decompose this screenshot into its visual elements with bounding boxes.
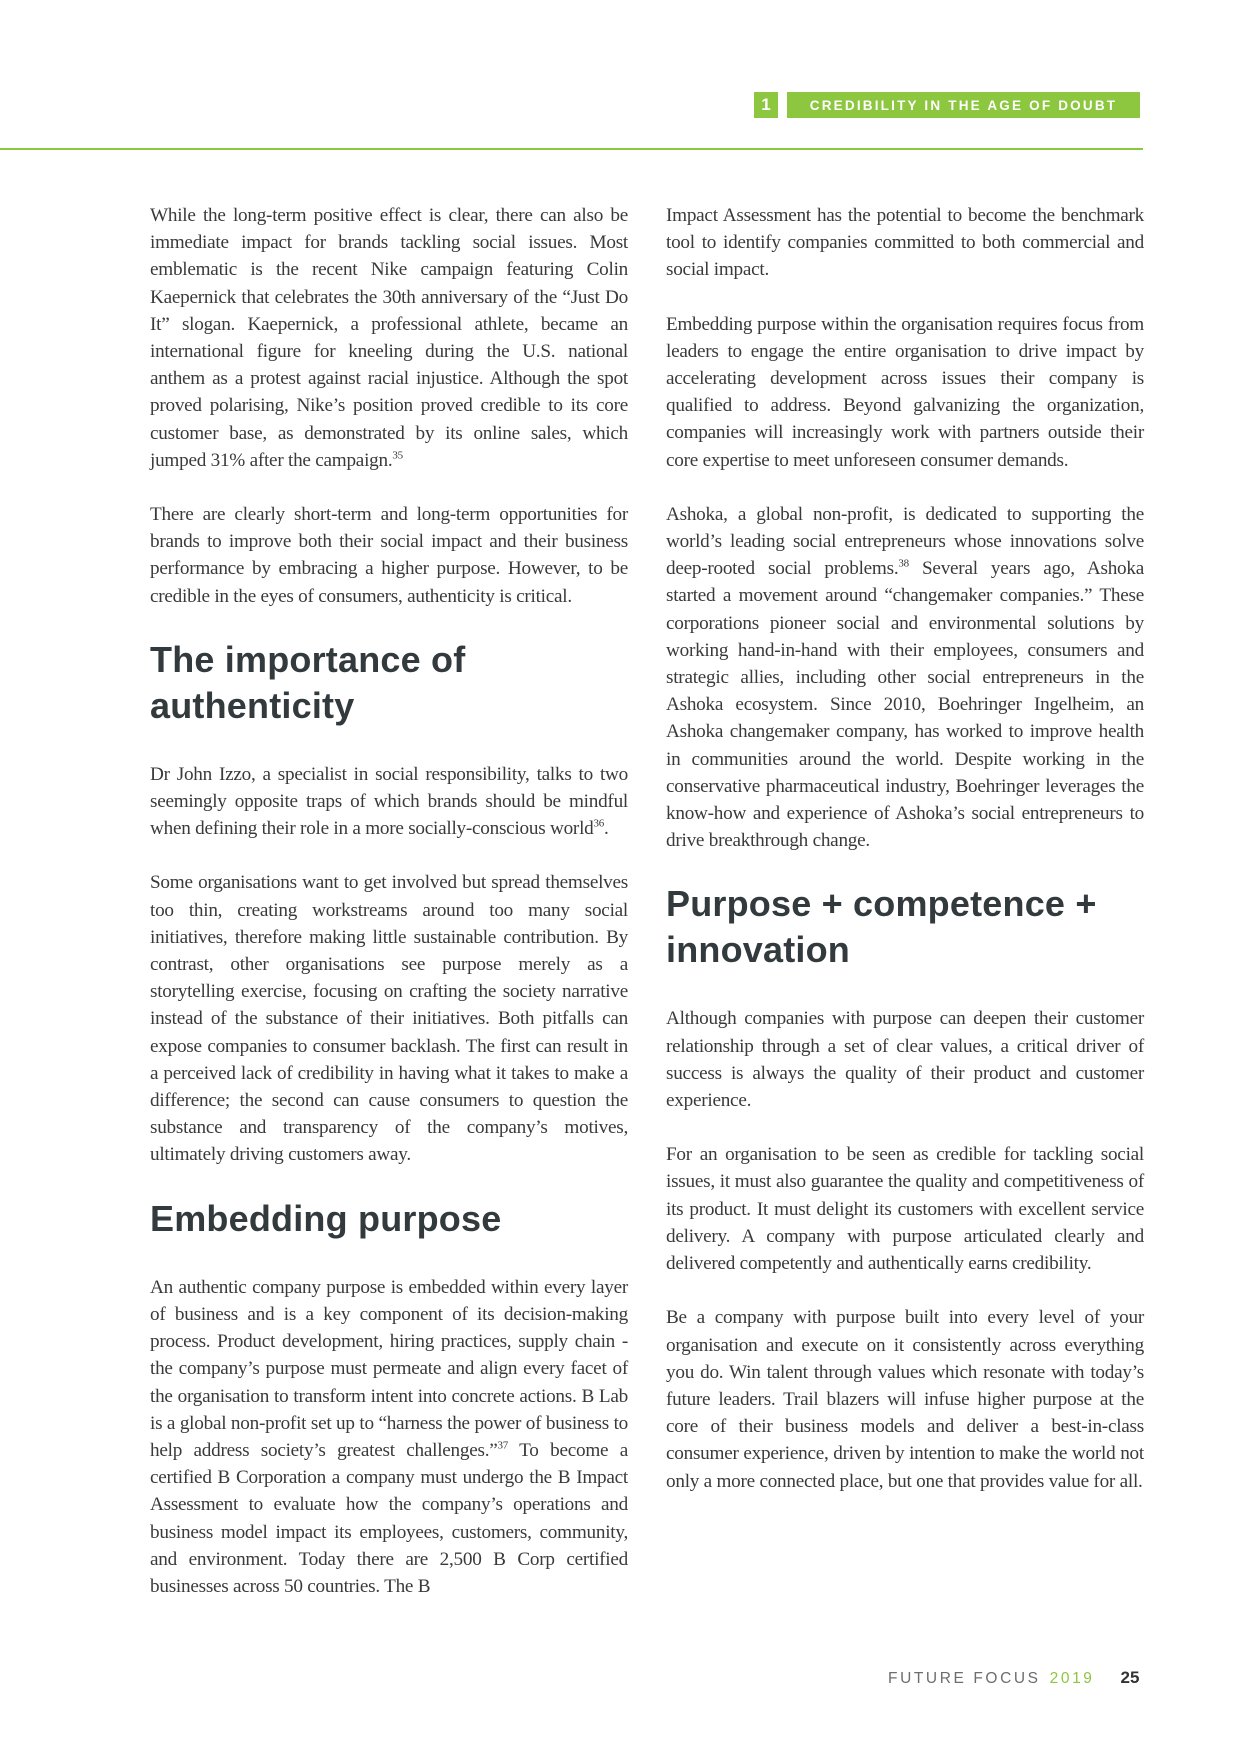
paragraph: There are clearly short-term and long-term opportunities for brands to improve both their social impact and their business performance by embracing a higher purpose. However, to be credible in the eyes of consumers, authenticity is critical. — [150, 504, 628, 607]
chapter-title-banner: CREDIBILITY IN THE AGE OF DOUBT — [787, 92, 1140, 118]
page-footer — [888, 1668, 1139, 1688]
section-heading-purpose-competence-innovation: Purpose + competence + innovation — [666, 883, 1097, 971]
paragraph: Although companies with purpose can deepen their customer relationship through a set of clear values, a critical driver of success is always the quality of their product and customer experience. — [666, 1008, 1144, 1112]
paragraph: Dr John Izzo, a specialist in social responsibility, talks to two seemingly opposite traps of which brands should be mindful when defining their role in a more socially-conscious world$^{36}$. — [150, 763, 628, 840]
paragraph: While the long-term positive effect is clear, there can also be immediate impact for brands tackling social issues. Most emblematic is the recent Nike campaign featuring Colin Kaepernick that celebrates the 30th anniversary of the “Just Do It” slogan. Kaepernick, a professional athlete, became an international figure for kneeling during the U.S. national anthem as a protest against racial injustice. Although the spot proved polarising, Nike’s position proved credible to its core customer base, as demonstrated by its online sales, which jumped 31% after the campaign.$^{35}$ — [150, 205, 628, 471]
right-column — [666, 202, 1144, 1522]
section-heading-authenticity: The importance of authenticity — [150, 638, 466, 726]
paragraph: An authentic company purpose is embedded within every layer of business and is a key component of its decision-making process. Product development, hiring practices, supply chain - the company’s purpose must permeate and align every facet of the organisation to transform intent into concrete actions. B Lab is a global non-profit set up to “harness the power of business to help address society’s greatest challenges.”$^{37}$ To become a certified B Corporation a company must undergo the B Impact Assessment to evaluate how the company’s operations and business model impact its employees, customers, community, and environment. Today there are 2,500 B Corp certified businesses across 50 countries. The B — [150, 1276, 628, 1597]
chapter-header — [754, 92, 1140, 118]
header-divider — [0, 148, 1143, 150]
paragraph: Some organisations want to get involved but spread themselves too thin, creating workstreams around too many social initiatives, therefore making little sustainable contribution. By contrast, other organisations see purpose merely as a storytelling exercise, focusing on crafting the society narrative instead of the substance of their initiatives. Both pitfalls can expose companies to consumer backlash. The first can result in a perceived lack of credibility in having what it takes to make a difference; the second can cause consumers to question the substance and transparency of the company’s motives, ultimately driving customers away. — [150, 872, 628, 1166]
paragraph: Ashoka, a global non-profit, is dedicated to supporting the world’s leading social entrepreneurs whose innovations solve deep-rooted social problems.$^{38}$ Several years ago, Ashoka started a movement around “changemaker companies.” These corporations pioneer social and environmental solutions by working hand-in-hand with their employees, consumers and strategic allies, including other social entrepreneurs in the Ashoka ecosystem. Since 2010, Boehringer Ingelheim, an Ashoka changemaker company, has worked to improve health in communities around the world. Despite working in the conservative pharmaceutical industry, Boehringer leverages the know-how and experience of Ashoka’s social entrepreneurs to drive breakthrough change. — [666, 503, 1144, 852]
publication-year: 2019 — [1049, 1670, 1095, 1687]
footnote-ref: 38 — [898, 557, 909, 570]
paragraph: Embedding purpose within the organisation requires focus from leaders to engage the entire organisation to drive impact by accelerating development across issues their company is qualified to address. Beyond galvanizing the organization, companies will increasingly work with partners outside their core expertise to meet unforeseen consumer demands. — [666, 313, 1144, 471]
footnote-ref: 36 — [593, 817, 604, 830]
chapter-number-badge: 1 — [754, 92, 778, 118]
footnote-ref: 35 — [392, 449, 403, 462]
section-heading-embedding-purpose: Embedding purpose — [150, 1197, 502, 1239]
left-column — [150, 202, 628, 1627]
paragraph: Impact Assessment has the potential to become the benchmark tool to identify companies committed to both commercial and social impact. — [666, 205, 1144, 281]
page-number: 25 — [1120, 1668, 1140, 1687]
footnote-ref: 37 — [497, 1439, 509, 1452]
paragraph: For an organisation to be seen as credible for tackling social issues, it must also guarantee the quality and competitiveness of its product. It must delight its customers with excellent service delivery. A company with purpose articulated clearly and delivered competently and authentically earns credibility. — [666, 1144, 1144, 1275]
publication-title: FUTURE FOCUS — [888, 1670, 1041, 1687]
paragraph: Be a company with purpose built into every level of your organisation and execute on it consistently across everything you do. Win talent through values which resonate with today’s future leaders. Trail blazers will infuse higher purpose at the core of their business models and deliver a best-in-class consumer experience, driven by intention to make the world not only a more connected place, but one that provides value for all. — [666, 1307, 1144, 1492]
